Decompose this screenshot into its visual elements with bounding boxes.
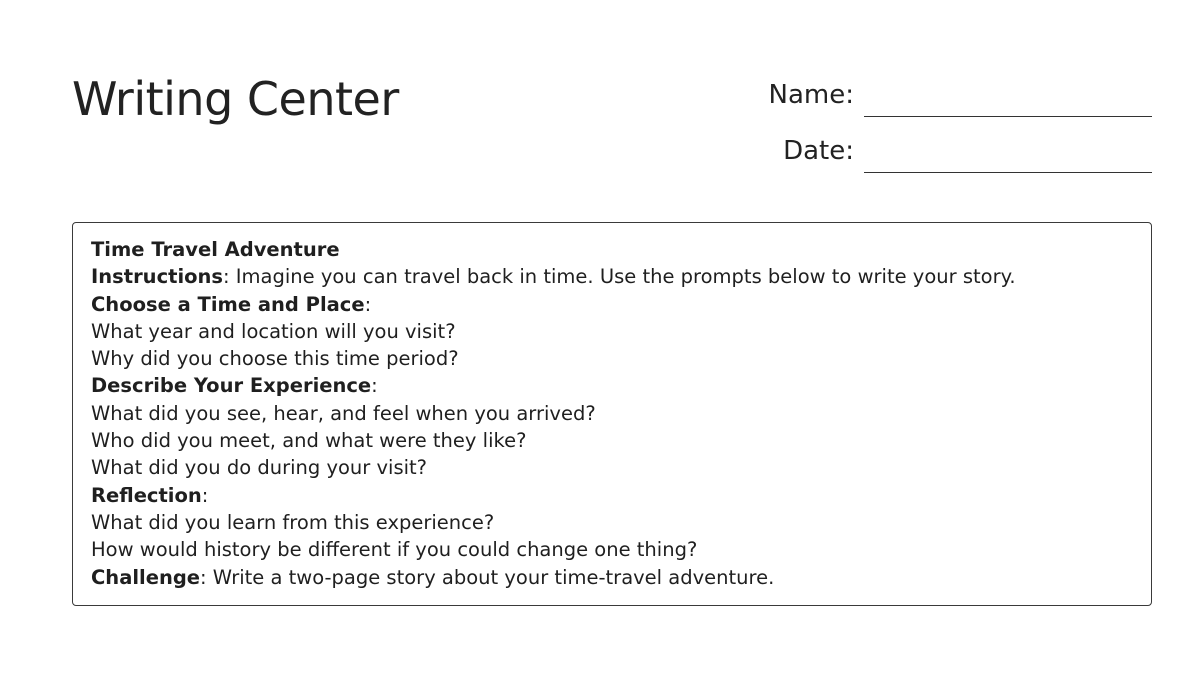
section-label-experience: Describe Your Experience — [91, 374, 372, 398]
date-label: Date: — [783, 136, 854, 166]
challenge-text: : Write a two-page story about your time-travel adventure. — [200, 565, 775, 589]
section-heading-time-place — [91, 291, 1133, 318]
challenge-line — [91, 564, 1133, 591]
instructions-text: : Imagine you can travel back in time. Use the prompts below to write your story. — [223, 265, 1016, 289]
section-colon: : — [201, 483, 209, 507]
challenge-label: Challenge — [91, 565, 201, 589]
name-label: Name: — [768, 80, 854, 110]
section-heading-reflection — [91, 482, 1133, 509]
prompt-box — [72, 222, 1152, 606]
instructions-label: Instructions — [91, 265, 224, 289]
date-blank-line[interactable] — [864, 172, 1152, 173]
page-title: Writing Center — [72, 72, 399, 126]
prompt-question: What did you see, hear, and feel when you arrived? — [91, 401, 596, 425]
prompt-question: Why did you choose this time period? — [91, 347, 459, 371]
section-heading-experience — [91, 372, 1133, 399]
name-field[interactable] — [700, 78, 1152, 118]
name-blank-line[interactable] — [864, 116, 1152, 117]
prompt-question: Who did you meet, and what were they like? — [91, 429, 527, 453]
section-colon: : — [364, 292, 372, 316]
section-colon: : — [371, 374, 378, 398]
prompt-question: How would history be different if you could change one thing? — [91, 538, 698, 562]
instructions-line — [91, 263, 1133, 290]
prompt-question: What did you learn from this experience? — [91, 510, 495, 534]
section-label-reflection: Reflection — [91, 483, 202, 507]
prompt-heading — [91, 236, 1133, 263]
prompt-heading-text: Time Travel Adventure — [91, 238, 340, 261]
date-field[interactable] — [700, 134, 1152, 174]
section-label-time-place: Choose a Time and Place — [91, 292, 365, 316]
prompt-question: What year and location will you visit? — [91, 319, 456, 343]
prompt-question: What did you do during your visit? — [91, 456, 428, 480]
